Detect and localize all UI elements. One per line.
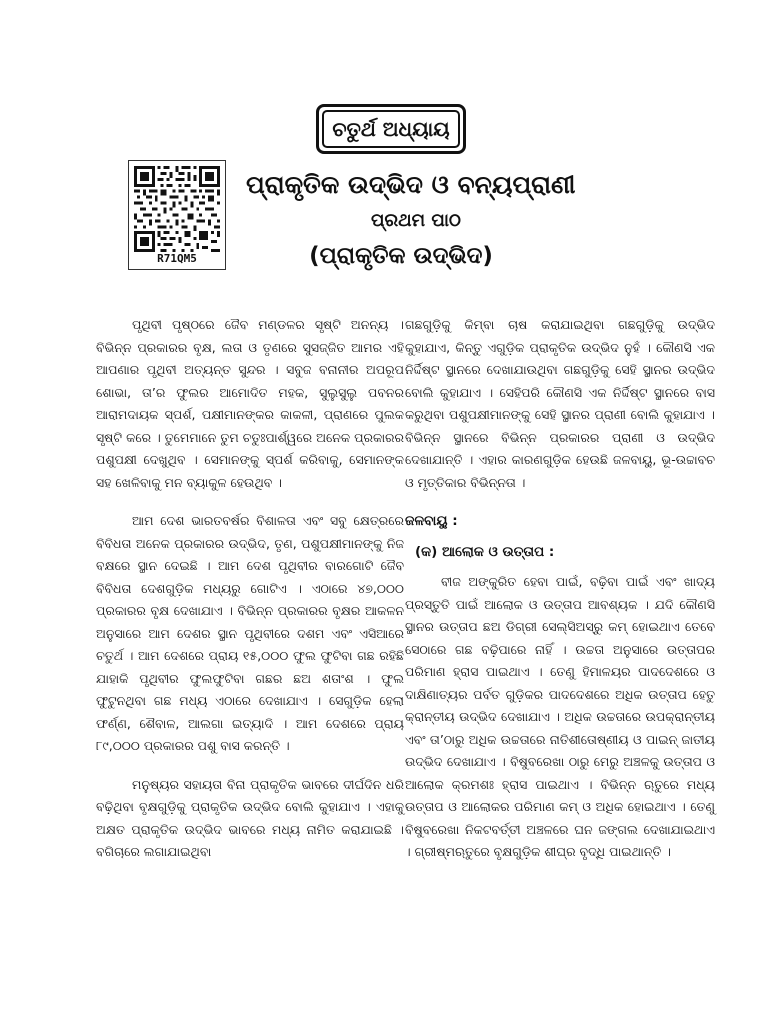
paragraph: ଗଛଗୁଡ଼ିକୁ କିମ୍ବା ଚାଷ କରାଯାଇଥିବା ଗଛଗୁଡ଼ିକୁ ଉଦ୍ଭିଦ କୁହାଯାଏ, କିନ୍ତୁ ଏଗୁଡ଼ିକ ପ୍ରାକୃତିକ ଉଦ୍ଭିଦ ନୁହଁ । କୌଣସି ଏକ ନିର୍ଦ୍ଦିଷ୍ଟ ସ୍ଥାନରେ ଦେଖାଯାଉଥିବା ଗଛଗୁଡ଼ିକୁ ସେହି ସ୍ଥାନର ଉଦ୍ଭିଦ ବୋଲି କୁହାଯାଏ । ସେହିପରି କୌଣସି ଏକ ନିର୍ଦ୍ଦିଷ୍ଟ ସ୍ଥାନରେ ବାସ କରୁଥିବା ପଶୁପକ୍ଷୀମାନଙ୍କୁ ସେହି ସ୍ଥାନର ପ୍ରାଣୀ ବୋଲି କୁହାଯାଏ । ବିଭିନ୍ନ ସ୍ଥାନରେ ବିଭିନ୍ନ ପ୍ରକାରର ପ୍ରାଣୀ ଓ ଉଦ୍ଭିଦ ଦେଖାଯାନ୍ତି । ଏହାର କାରଣଗୁଡ଼ିକ ହେଉଛି ଜଳବାୟୁ, ଭୂ-ଉଚ୍ଚାବଚ ଓ ମୃତ୍ତିକାର ବିଭିନ୍ନତା । xyxy=(405,317,715,490)
qr-code-label: R71QM5 xyxy=(157,252,197,265)
paragraph: ମନୁଷ୍ୟର ସହାୟତା ବିନା ପ୍ରାକୃତିକ ଭାବରେ ଦୀର୍ଘଦିନ ଧରି ବଢ଼ିଥିବା ବୃକ୍ଷଗୁଡ଼ିକୁ ପ୍ରାକୃତିକ ଉଦ୍ଭିଦ ବୋଲି କୁହାଯାଏ । ଏହାକୁ ଅକ୍ଷତ ପ୍ରାକୃତିକ ଉଦ୍ଭିଦ ଭାବରେ ମଧ୍ୟ ନାମିତ କରାଯାଇଛି । ବଗିଚାରେ ଲଗାଯାଇଥିବା xyxy=(96,776,404,859)
qr-code[interactable] xyxy=(128,160,226,270)
paragraph: ବୀଜ ଅଙ୍କୁରିତ ହେବା ପାଇଁ, ବଢ଼ିବା ପାଇଁ ଏବଂ ଖାଦ୍ୟ ପ୍ରସ୍ତୁତି ପାଇଁ ଆଲୋକ ଓ ଉତ୍ତାପ ଆବଶ୍ୟକ । ଯଦି କୌଣସି ସ୍ଥାନର ଉତ୍ତାପ ଛଅ ଡିଗ୍ରୀ ସେଲ୍‌ସିଅସ୍‌ରୁ କମ୍ ହୋଇଥାଏ ତେବେ ସେଠାରେ ଗଛ ବଢ଼ିପାରେ ନାହିଁ । ଉଚ୍ଚତା ଅନୁସାରେ ଉତ୍ତାପର ପରିମାଣ ହ୍ରାସ ପାଇଥାଏ । ତେଣୁ ହିମାଳୟର ପାଦଦେଶରେ ଓ ଦାକ୍ଷିଣାତ୍ୟର ପର୍ବତ ଗୁଡ଼ିକର ପାଦଦେଶରେ ଅଧିକ ଉତ୍ତାପ ହେତୁ କ୍ରାନ୍ତୀୟ ଉଦ୍ଭିଦ ଦେଖାଯାଏ । ଅଧିକ ଉଚ୍ଚତାରେ ଉପକ୍ରାନ୍ତୀୟ ଏବଂ ତା’ଠାରୁ ଅଧିକ ଉଚ୍ଚତାରେ ନାତିଶୀତୋଷ୍ଣୀୟ ଓ ପାଇନ୍ ଜାତୀୟ ଉଦ୍ଭିଦ ଦେଖାଯାଏ । ବିଷୁବରେଖା ଠାରୁ ମେରୁ ଅଞ୍ଚଳକୁ ଉତ୍ତାପ ଓ ଆଲୋକ କ୍ରମଶଃ ହ୍ରାସ ପାଇଥାଏ । ବିଭିନ୍ନ ଋତୁରେ ମଧ୍ୟ ଉତ୍ତାପ ଓ ଆଲୋକର ପରିମାଣ କମ୍ ଓ ଅଧିକ ହୋଇଥାଏ । ତେଣୁ ବିଷୁବରେଖା ନିକଟବର୍ତ୍ତୀ ଅଞ୍ଚଳରେ ଘନ ଜଙ୍ଗଲ ଦେଖାଯାଇଥାଏ । ଗ୍ରୀଷ୍ମଋତୁରେ ବୃକ୍ଷଗୁଡ଼ିକ ଶୀଘ୍ର ବୃଦ୍ଧି ପାଇଥାନ୍ତି । xyxy=(405,574,715,859)
lesson-number: ପ୍ରଥମ ପାଠ xyxy=(371,210,461,231)
subsection-heading: (କ) ଆଲୋକ ଓ ଉତ୍ତାପ : xyxy=(415,543,555,560)
right-column xyxy=(405,314,715,880)
chapter-label-box xyxy=(316,104,466,154)
chapter-title: ପ୍ରାକୃତିକ ଉଦ୍ଭିଦ ଓ ବନ୍ୟପ୍ରାଣୀ xyxy=(246,170,576,199)
left-column xyxy=(96,314,404,880)
paragraph: ଆମ ଦେଶ ଭାରତବର୍ଷର ବିଶାଳତା ଏବଂ ସବୁ କ୍ଷେତ୍ରରେ ବିବିଧତା ଅନେକ ପ୍ରକାରର ଉଦ୍ଭିଦ, ତୃଣ, ପଶୁପକ୍ଷୀମାନଙ୍କୁ ନିଜ ବକ୍ଷରେ ସ୍ଥାନ ଦେଇଛି । ଆମ ଦେଶ ପୃଥିବୀର ବାରଗୋଟି ଜୈବ ବିବିଧତା ଦେଶଗୁଡ଼ିକ ମଧ୍ୟରୁ ଗୋଟିଏ । ଏଠାରେ ୪୭,୦୦୦ ପ୍ରକାରର ବୃକ୍ଷ ଦେଖାଯାଏ । ବିଭିନ୍ନ ପ୍ରକାରର ବୃକ୍ଷର ଆକଳନ ଅନୁସାରେ ଆମ ଦେଶର ସ୍ଥାନ ପୃଥିବୀରେ ଦଶମ ଏବଂ ଏସିଆରେ ଚତୁର୍ଥ । ଆମ ଦେଶରେ ପ୍ରାୟ ୧୫,୦୦୦ ଫୁଲ ଫୁଟିବା ଗଛ ରହିଛି ଯାହାକି ପୃଥିବୀର ଫୁଲଫୁଟିବା ଗଛର ଛଅ ଶତାଂଶ । ଫୁଲ ଫୁଟୁନଥିବା ଗଛ ମଧ୍ୟ ଏଠାରେ ଦେଖାଯାଏ । ସେଗୁଡ଼ିକ ହେଲା ଫର୍ଣ୍ଣ, ଶୈବାଳ, ଆଲଗା ଇତ୍ୟାଦି । ଆମ ଦେଶରେ ପ୍ରାୟ ୮୯,୦୦୦ ପ୍ରକାରର ପଶୁ ବାସ କରନ୍ତି । xyxy=(96,513,404,753)
chapter-label: ଚତୁର୍ଥ ଅଧ୍ୟାୟ xyxy=(322,110,460,148)
qr-code-icon xyxy=(134,166,220,252)
lesson-subtitle: (ପ୍ରାକୃତିକ ଉଦ୍ଭିଦ) xyxy=(309,243,493,269)
paragraph: ପୃଥିବୀ ପୃଷ୍ଠରେ ଜୈବ ମଣ୍ଡଳର ସୃଷ୍ଟି ଅନନ୍ୟ । ବିଭିନ୍ନ ପ୍ରକାରର ବୃକ୍ଷ, ଲତା ଓ ତୃଣରେ ସୁସଜ୍ଜିତ ଆମର ଏହି ଆପଣାର ପୃଥିବୀ ଅତ୍ୟନ୍ତ ସୁନ୍ଦର । ସବୁଜ ବନାନୀର ଅପରୂପ ଶୋଭା, ତା’ର ଫୁଲର ଆମୋଦିତ ମହକ, ସୁଲୁସୁଲୁ ପବନର ଆରାମଦାୟକ ସ୍ପର୍ଶ, ପକ୍ଷୀମାନଙ୍କର କାକଳୀ, ପ୍ରାଣରେ ପୁଲକ ସୃଷ୍ଟି କରେ । ତୁମେମାନେ ତୁମ ଚତୁଃପାର୍ଶ୍ୱରେ ଅନେକ ପ୍ରକାରର ପଶୁପକ୍ଷୀ ଦେଖୁଥିବ । ସେମାନଙ୍କୁ ସ୍ପର୍ଶ କରିବାକୁ, ସେମାନଙ୍କ ସହ ଖେଳିବାକୁ ମନ ବ୍ୟାକୁଳ ହେଉଥିବ । xyxy=(96,317,404,490)
section-heading: ଜଳବାୟୁ : xyxy=(405,513,458,529)
